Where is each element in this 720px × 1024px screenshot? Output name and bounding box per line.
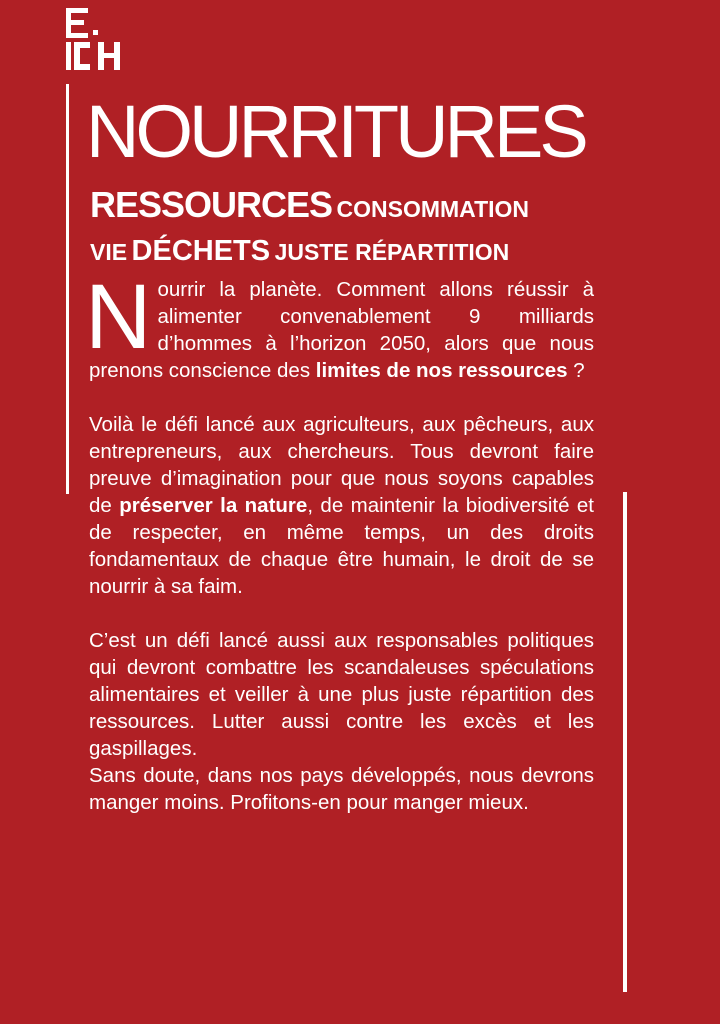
subtitle-keywords <box>90 186 600 275</box>
subtitle-line-2 <box>90 232 600 275</box>
article-body <box>85 266 595 816</box>
paragraph-3 <box>89 627 594 816</box>
keyword-vie: VIE <box>90 239 128 265</box>
paragraph-2 <box>89 411 594 600</box>
keyword-ressources: RESSOURCES <box>90 184 333 225</box>
paragraph-2-emphasis: préserver la nature <box>119 494 308 517</box>
right-vertical-rule <box>623 492 627 992</box>
paragraph-2-end: , de maintenir la biodiversité et de respecter, en même temps, un des droits fondamentaux de chaque être humain, le droit de se nourrir à sa faim. <box>89 494 595 598</box>
paragraph-3-text: C’est un défi lancé aussi aux responsables politiques qui devront combattre les scandaleuses spéculations alimentaires et veiller à une plus juste répartition des ressources. Lutter aussi contre les excès et les gaspillages. <box>89 629 594 760</box>
drop-cap: N <box>85 266 150 368</box>
left-vertical-rule <box>66 84 69 494</box>
paragraph-1-emphasis: limites de nos ressources <box>315 359 568 382</box>
paragraph-2-text: Voilà le défi lancé aux agriculteurs, aux pêcheurs, aux entrepreneurs, aux chercheurs. Tous devront faire preuve d’imagination pour que nous soyons capables de <box>89 413 594 517</box>
keyword-juste-repartition: JUSTE RÉPARTITION <box>274 239 510 265</box>
subtitle-line-1 <box>90 186 600 232</box>
paragraph-1-end: ? <box>567 359 585 382</box>
ech-logo <box>66 6 124 74</box>
keyword-consommation: CONSOMMATION <box>336 196 530 222</box>
paragraph-3-closing: Sans doute, dans nos pays développés, nous devrons manger moins. Profitons-en pour manger mieux. <box>89 764 594 814</box>
paragraph-1-text: ourrir la planète. Comment allons réussir à alimenter convenablement 9 milliards d’hommes à l’horizon 2050, alors que nous prenons conscience des <box>89 278 594 382</box>
paragraph-1 <box>85 266 594 384</box>
page-title: NOURRITURES <box>86 90 585 173</box>
keyword-dechets: DÉCHETS <box>131 235 271 267</box>
